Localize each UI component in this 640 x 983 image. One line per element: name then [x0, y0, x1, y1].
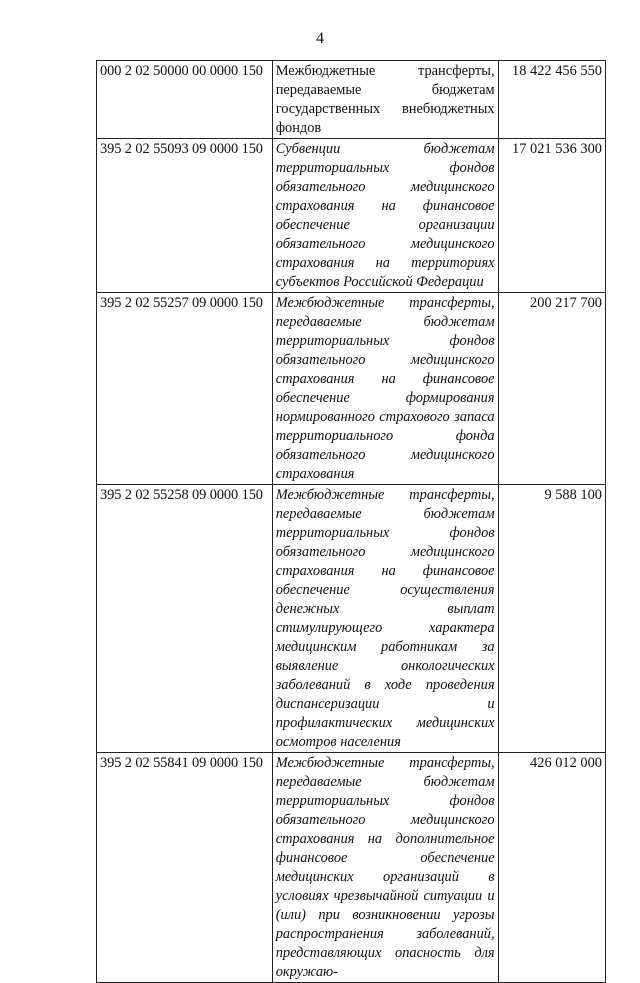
budget-classification-code: 395 2 02 55258 09 0000 150 — [97, 485, 273, 753]
amount-value: 200 217 700 — [498, 293, 605, 485]
amount-value: 17 021 536 300 — [498, 139, 605, 293]
table-row — [97, 139, 606, 293]
table-row — [97, 61, 606, 139]
amount-value: 9 588 100 — [498, 485, 605, 753]
amount-value: 426 012 000 — [498, 753, 605, 983]
revenue-description: Межбюджетные трансферты, передаваемые бюджетам государственных внебюджетных фондов — [272, 61, 498, 139]
table-row — [97, 293, 606, 485]
page-number: 4 — [316, 30, 324, 47]
budget-revenue-table — [96, 60, 606, 983]
budget-classification-code: 395 2 02 55093 09 0000 150 — [97, 139, 273, 293]
revenue-description: Субвенции бюджетам территориальных фондов обязательного медицинского страхования на финансовое обеспечение организации обязательного медицинского страхования на территориях субъектов Российской Федерации — [272, 139, 498, 293]
revenue-description: Межбюджетные трансферты, передаваемые бюджетам территориальных фондов обязательного медицинского страхования на дополнительное финансовое обеспечение медицинских организаций в условиях чрезвычайной ситуации и (или) при возникновении угрозы распространения заболеваний, представляющих опасность для окружаю- — [272, 753, 498, 983]
budget-classification-code: 395 2 02 55257 09 0000 150 — [97, 293, 273, 485]
budget-classification-code: 395 2 02 55841 09 0000 150 — [97, 753, 273, 983]
table-row — [97, 485, 606, 753]
revenue-description: Межбюджетные трансферты, передаваемые бюджетам территориальных фондов обязательного медицинского страхования на финансовое обеспечение осуществления денежных выплат стимулирующего характера медицинским работникам за выявление онкологических заболеваний в ходе проведения диспансеризации и профилактических медицинских осмотров населения — [272, 485, 498, 753]
amount-value: 18 422 456 550 — [498, 61, 605, 139]
table-row — [97, 753, 606, 983]
budget-classification-code: 000 2 02 50000 00 0000 150 — [97, 61, 273, 139]
revenue-description: Межбюджетные трансферты, передаваемые бюджетам территориальных фондов обязательного медицинского страхования на финансовое обеспечение формирования нормированного страхового запаса территориального фонда обязательного медицинского страхования — [272, 293, 498, 485]
